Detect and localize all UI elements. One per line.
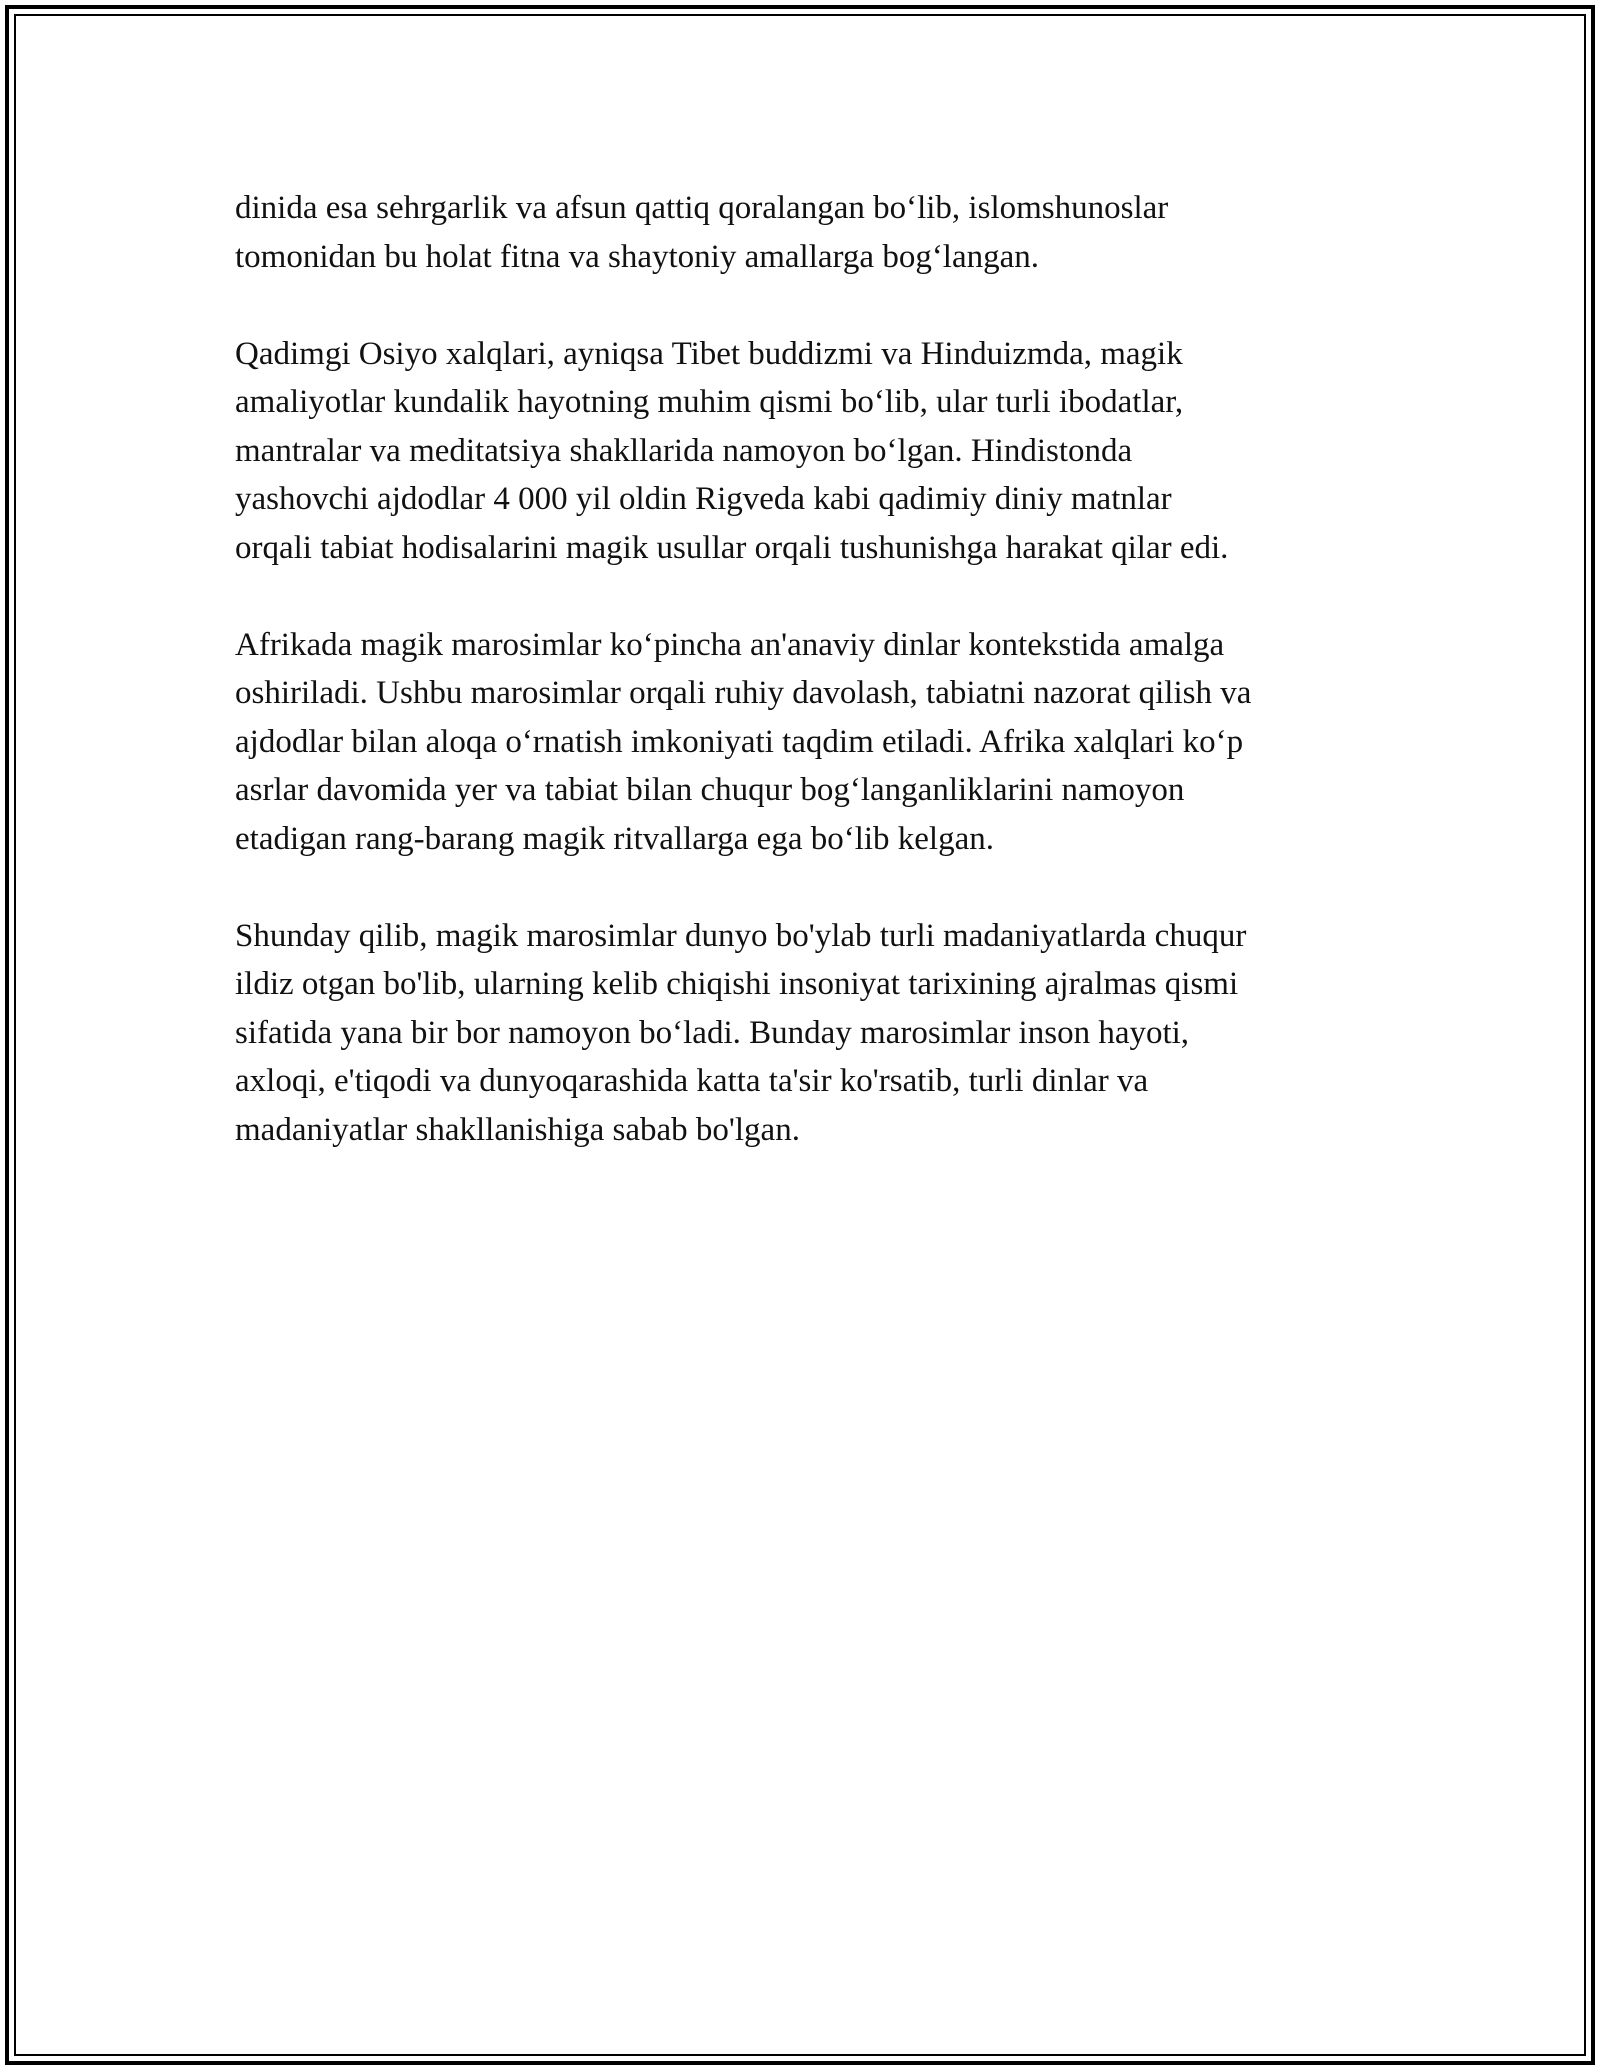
document-body (235, 184, 1395, 1203)
paragraph-1: dinida esa sehrgarlik va afsun qattiq qoralangan bo‘lib, islomshunoslar tomonidan bu holat fitna va shaytoniy amallarga bog‘langan. (235, 190, 1169, 275)
paragraph-3: Afrikada magik marosimlar ko‘pincha an'anaviy dinlar kontekstida amalga oshiriladi. Ushbu marosimlar orqali ruhiy davolash, tabiatni nazorat qilish va ajdodlar bilan aloqa o‘rnatish imkoniyati taqdim etiladi. Afrika xalqlari ko‘p asrlar davomida yer va tabiat bilan chuqur bog‘langanliklarini namoyon etadigan rang-barang magik ritvallarga ega bo‘lib kelgan. (235, 626, 1252, 857)
paragraph-2: Qadimgi Osiyo xalqlari, ayniqsa Tibet buddizmi va Hinduizmda, magik amaliyotlar kundalik hayotning muhim qismi bo‘lib, ular turli ibodatlar, mantralar va meditatsiya shakllarida namoyon bo‘lgan. Hindistonda yashovchi ajdodlar 4 000 yil oldin Rigveda kabi qadimiy diniy matnlar orqali tabiat hodisalarini magik usullar orqali tushunishga harakat qilar edi. (235, 335, 1229, 566)
paragraph-4: Shunday qilib, magik marosimlar dunyo bo'ylab turli madaniyatlarda chuqur ildiz otgan bo'lib, ularning kelib chiqishi insoniyat tarixining ajralmas qismi sifatida yana bir bor namoyon bo‘ladi. Bunday marosimlar inson hayoti, axloqi, e'tiqodi va dunyoqarashida katta ta'sir ko'rsatib, turli dinlar va madaniyatlar shakllanishiga sabab bo'lgan. (235, 917, 1247, 1148)
